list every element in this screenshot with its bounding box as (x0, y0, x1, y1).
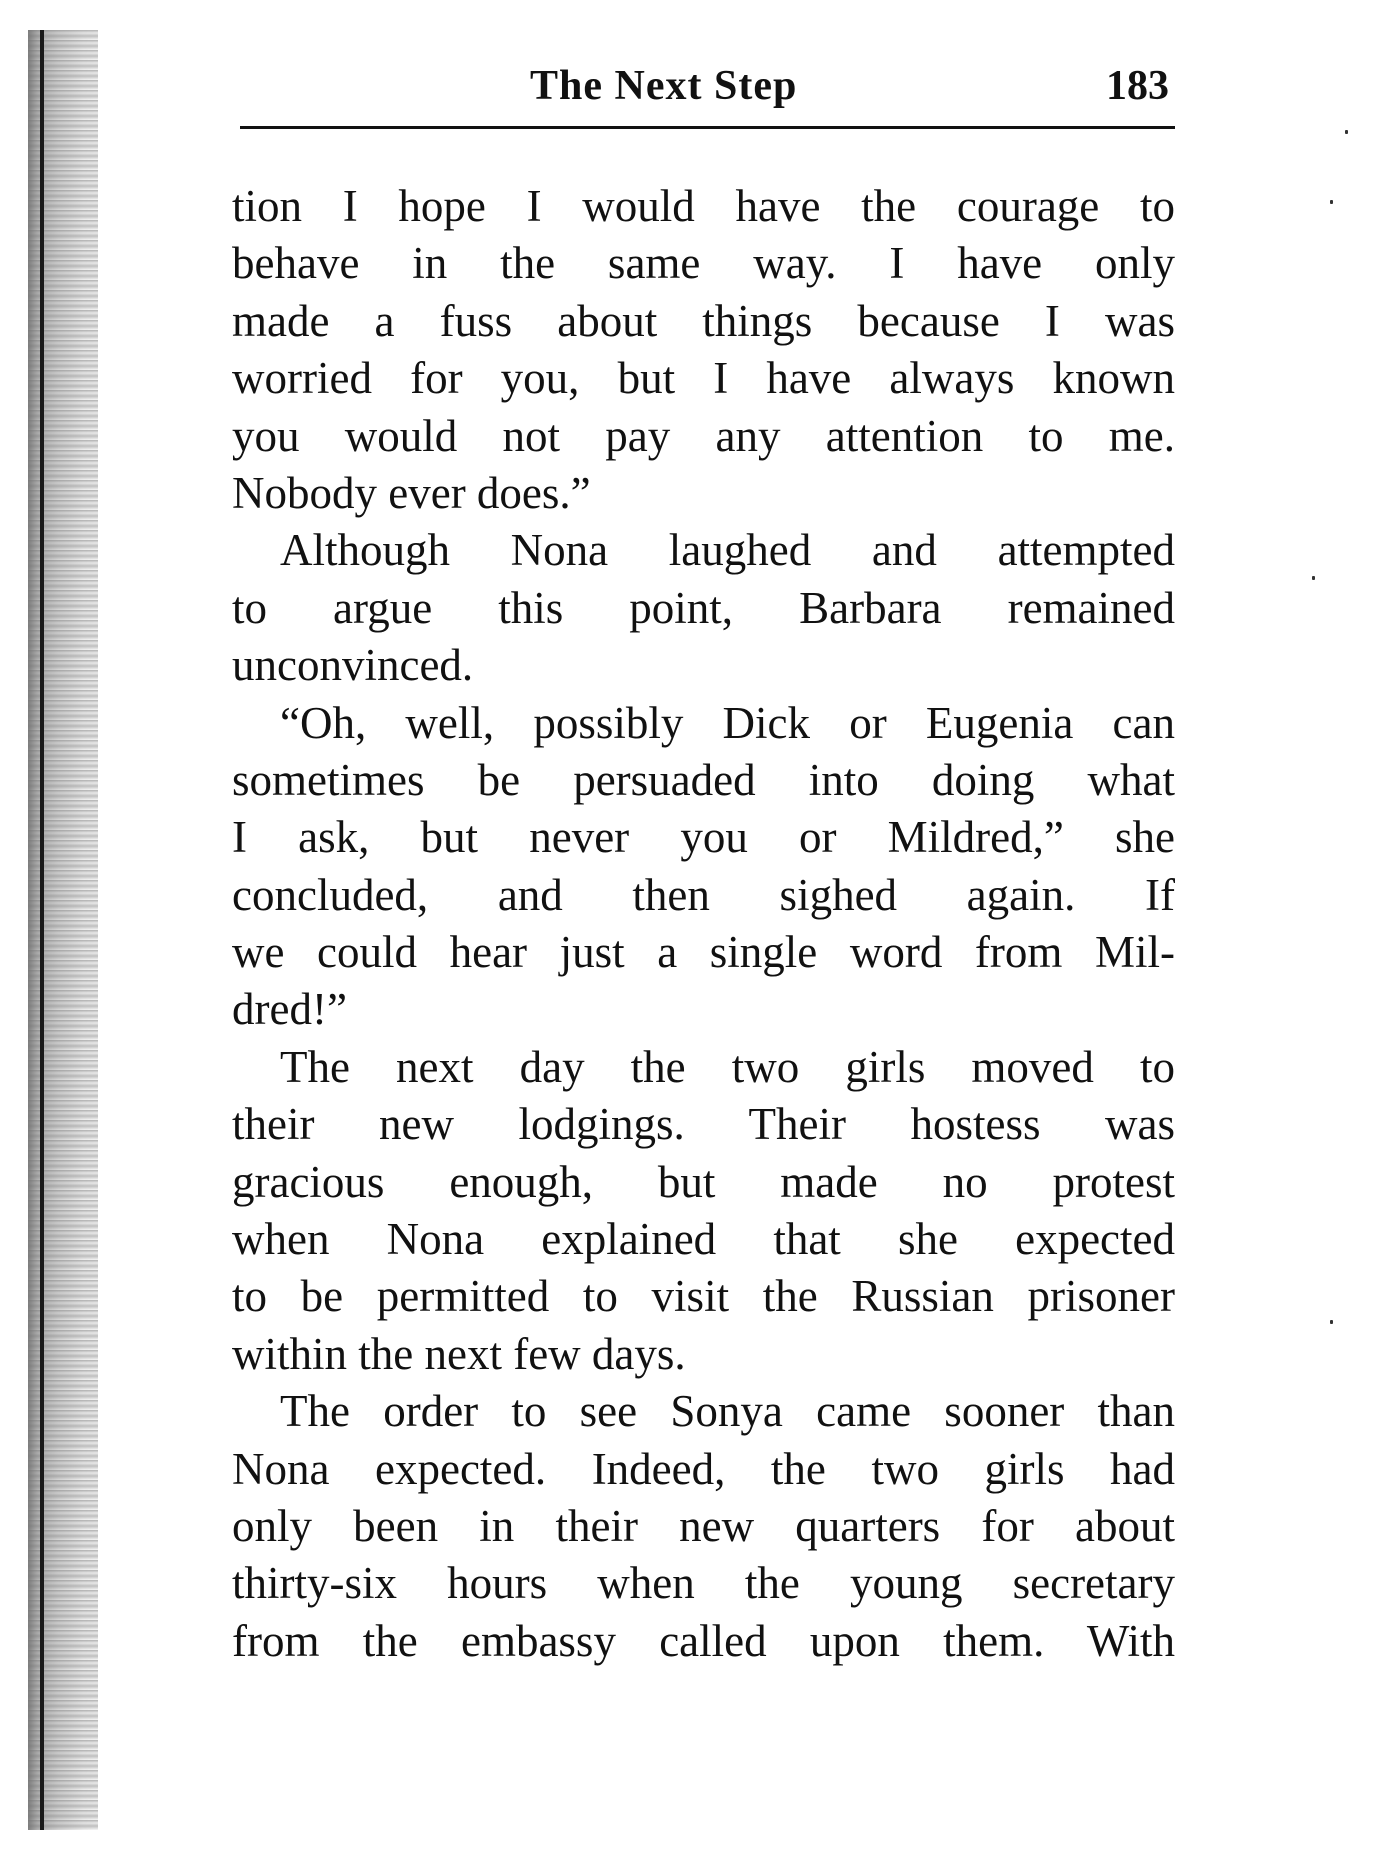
scan-speck (1345, 130, 1348, 134)
paragraph (232, 522, 1175, 694)
scan-speck (1330, 200, 1333, 204)
text-line: Nona expected. Indeed, the two girls had (232, 1443, 1175, 1494)
text-line: “Oh, well, possibly Dick or Eugenia can (280, 697, 1175, 748)
scan-speck (1312, 576, 1315, 580)
text-line: worried for you, but I have always known (232, 353, 1175, 404)
text-line: The next day the two girls moved to (280, 1041, 1175, 1092)
text-line: sometimes be persuaded into doing what (232, 754, 1175, 805)
text-line: tion I hope I would have the courage to (232, 181, 1175, 231)
text-line: dred!” (232, 984, 347, 1035)
text-line: when Nona explained that she expected (232, 1214, 1175, 1265)
body-text (232, 178, 1175, 1670)
paragraph (232, 695, 1175, 1039)
text-line: behave in the same way. I have only (232, 238, 1175, 289)
text-line: from the embassy called upon them. With (232, 1615, 1175, 1666)
text-line: thirty-six hours when the young secretary (232, 1558, 1175, 1609)
text-line: we could hear just a single word from Mil- (232, 927, 1175, 978)
text-line: to argue this point, Barbara remained (232, 582, 1175, 633)
scan-binding-shadow (28, 30, 98, 1830)
text-line: Although Nona laughed and attempted (280, 525, 1175, 576)
text-line: The order to see Sonya came sooner than (280, 1386, 1175, 1437)
scan-binding-edge (40, 30, 44, 1830)
scan-speck (1330, 1320, 1333, 1324)
paragraph (232, 178, 1175, 522)
page-number: 183 (1106, 63, 1169, 109)
text-line: you would not pay any attention to me. (232, 410, 1175, 461)
text-line: unconvinced. (232, 640, 474, 691)
text-line: to be permitted to visit the Russian prisoner (232, 1271, 1175, 1322)
text-line: made a fuss about things because I was (232, 295, 1175, 346)
text-line: Nobody ever does.” (232, 467, 591, 518)
page-header (240, 58, 1175, 129)
text-line: within the next few days. (232, 1328, 686, 1379)
text-line: gracious enough, but made no protest (232, 1156, 1175, 1207)
paragraph (232, 1039, 1175, 1383)
text-line: concluded, and then sighed again. If (232, 869, 1175, 920)
text-line: their new lodgings. Their hostess was (232, 1099, 1175, 1150)
text-line: I ask, but never you or Mildred,” she (232, 812, 1175, 863)
text-line: only been in their new quarters for about (232, 1500, 1175, 1551)
running-head: The Next Step (530, 63, 798, 109)
paragraph (232, 1383, 1175, 1670)
